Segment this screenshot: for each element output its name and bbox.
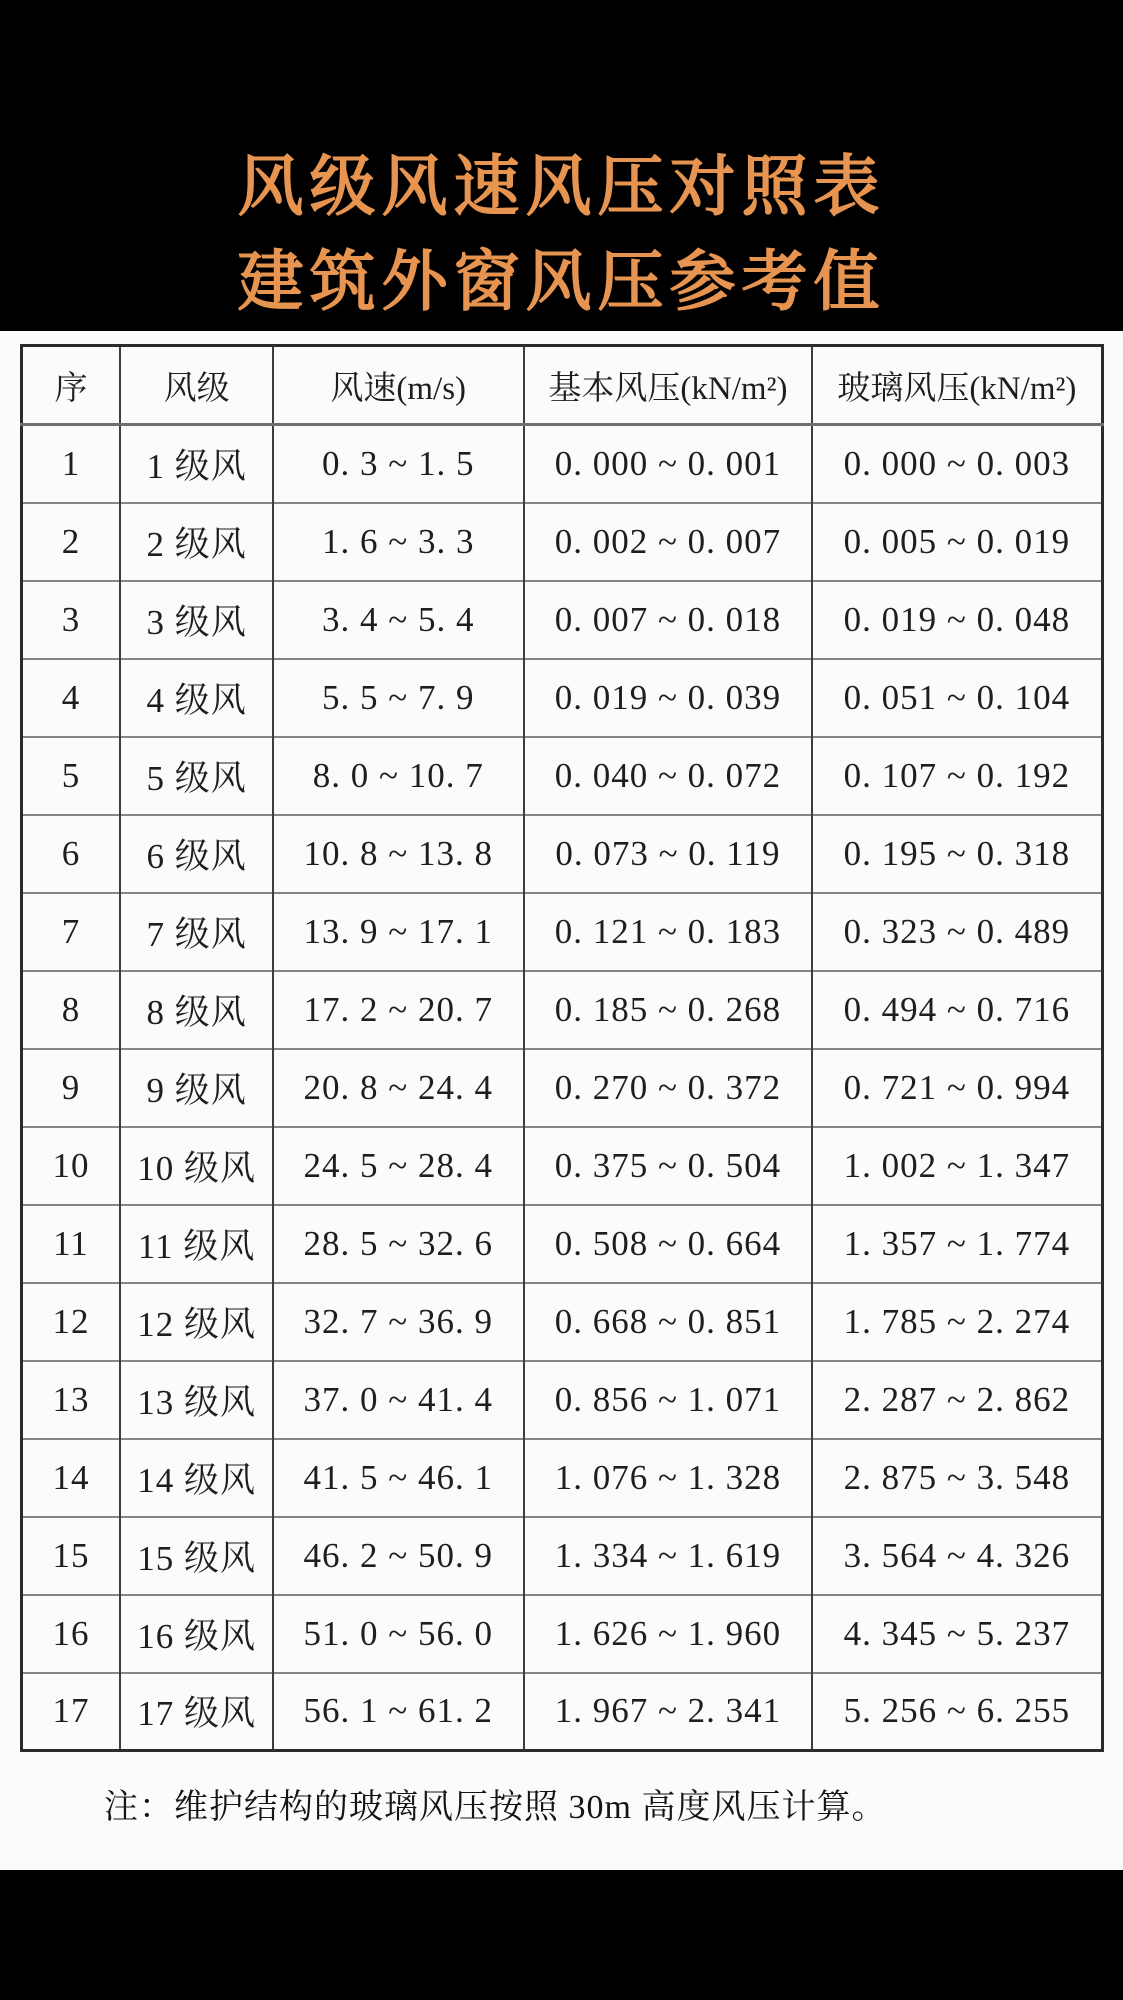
table-cell: 0. 051 ~ 0. 104 bbox=[812, 659, 1102, 737]
col-header-wind-scale: 风级 bbox=[120, 346, 272, 425]
col-header-wind-speed: 风速(m/s) bbox=[273, 346, 524, 425]
table-cell: 17. 2 ~ 20. 7 bbox=[273, 971, 524, 1049]
table-cell: 1 bbox=[21, 425, 120, 503]
table-cell: 14 级风 bbox=[120, 1439, 272, 1517]
table-cell: 1. 334 ~ 1. 619 bbox=[524, 1517, 813, 1595]
table-cell: 6 bbox=[21, 815, 120, 893]
table-cell: 1. 357 ~ 1. 774 bbox=[812, 1205, 1102, 1283]
table-row bbox=[21, 1517, 1102, 1595]
table-row bbox=[21, 1205, 1102, 1283]
footnote: 注：维护结构的玻璃风压按照 30m 高度风压计算。 bbox=[104, 1789, 887, 1826]
table-cell: 17 级风 bbox=[120, 1673, 272, 1751]
table-cell: 4 级风 bbox=[120, 659, 272, 737]
table-cell: 0. 375 ~ 0. 504 bbox=[524, 1127, 813, 1205]
table-cell: 13 级风 bbox=[120, 1361, 272, 1439]
table-cell: 1 级风 bbox=[120, 425, 272, 503]
table-cell: 0. 000 ~ 0. 001 bbox=[524, 425, 813, 503]
table-cell: 41. 5 ~ 46. 1 bbox=[273, 1439, 524, 1517]
table-cell: 0. 270 ~ 0. 372 bbox=[524, 1049, 813, 1127]
table-cell: 0. 508 ~ 0. 664 bbox=[524, 1205, 813, 1283]
table-cell: 28. 5 ~ 32. 6 bbox=[273, 1205, 524, 1283]
table-cell: 1. 967 ~ 2. 341 bbox=[524, 1673, 813, 1751]
table-cell: 7 级风 bbox=[120, 893, 272, 971]
table-cell: 0. 005 ~ 0. 019 bbox=[812, 503, 1102, 581]
table-cell: 8 级风 bbox=[120, 971, 272, 1049]
table-cell: 4. 345 ~ 5. 237 bbox=[812, 1595, 1102, 1673]
table-cell: 6 级风 bbox=[120, 815, 272, 893]
table-cell: 32. 7 ~ 36. 9 bbox=[273, 1283, 524, 1361]
table-row bbox=[21, 659, 1102, 737]
table-cell: 0. 019 ~ 0. 048 bbox=[812, 581, 1102, 659]
table-cell: 14 bbox=[21, 1439, 120, 1517]
table-cell: 5 bbox=[21, 737, 120, 815]
table-cell: 0. 3 ~ 1. 5 bbox=[273, 425, 524, 503]
table-cell: 5. 256 ~ 6. 255 bbox=[812, 1673, 1102, 1751]
table-cell: 3. 564 ~ 4. 326 bbox=[812, 1517, 1102, 1595]
table-row bbox=[21, 1595, 1102, 1673]
table-cell: 10 级风 bbox=[120, 1127, 272, 1205]
table-cell: 8 bbox=[21, 971, 120, 1049]
table-row bbox=[21, 503, 1102, 581]
table-cell: 1. 626 ~ 1. 960 bbox=[524, 1595, 813, 1673]
table-cell: 56. 1 ~ 61. 2 bbox=[273, 1673, 524, 1751]
table-cell: 11 bbox=[21, 1205, 120, 1283]
table-cell: 0. 856 ~ 1. 071 bbox=[524, 1361, 813, 1439]
table-cell: 2. 287 ~ 2. 862 bbox=[812, 1361, 1102, 1439]
table-cell: 9 级风 bbox=[120, 1049, 272, 1127]
table-row bbox=[21, 1439, 1102, 1517]
table-cell: 0. 323 ~ 0. 489 bbox=[812, 893, 1102, 971]
table-row bbox=[21, 425, 1102, 503]
table-cell: 11 级风 bbox=[120, 1205, 272, 1283]
wind-pressure-table bbox=[20, 344, 1104, 1752]
table-cell: 51. 0 ~ 56. 0 bbox=[273, 1595, 524, 1673]
table-cell: 15 级风 bbox=[120, 1517, 272, 1595]
table-cell: 0. 121 ~ 0. 183 bbox=[524, 893, 813, 971]
table-cell: 10. 8 ~ 13. 8 bbox=[273, 815, 524, 893]
table-cell: 8. 0 ~ 10. 7 bbox=[273, 737, 524, 815]
table-cell: 2. 875 ~ 3. 548 bbox=[812, 1439, 1102, 1517]
table-cell: 5. 5 ~ 7. 9 bbox=[273, 659, 524, 737]
table-cell: 13. 9 ~ 17. 1 bbox=[273, 893, 524, 971]
table-body bbox=[21, 425, 1102, 1751]
table-cell: 13 bbox=[21, 1361, 120, 1439]
table-cell: 0. 721 ~ 0. 994 bbox=[812, 1049, 1102, 1127]
table-cell: 1. 785 ~ 2. 274 bbox=[812, 1283, 1102, 1361]
table-cell: 0. 019 ~ 0. 039 bbox=[524, 659, 813, 737]
table-cell: 9 bbox=[21, 1049, 120, 1127]
table-cell: 1. 6 ~ 3. 3 bbox=[273, 503, 524, 581]
table-row bbox=[21, 1361, 1102, 1439]
table-row bbox=[21, 737, 1102, 815]
table-cell: 0. 040 ~ 0. 072 bbox=[524, 737, 813, 815]
table-cell: 3 级风 bbox=[120, 581, 272, 659]
table-row bbox=[21, 1127, 1102, 1205]
table-cell: 12 bbox=[21, 1283, 120, 1361]
table-cell: 4 bbox=[21, 659, 120, 737]
table-cell: 2 级风 bbox=[120, 503, 272, 581]
table-row bbox=[21, 971, 1102, 1049]
table-cell: 17 bbox=[21, 1673, 120, 1751]
table-cell: 1. 002 ~ 1. 347 bbox=[812, 1127, 1102, 1205]
table-cell: 7 bbox=[21, 893, 120, 971]
page-title-line1: 风级风速风压对照表 bbox=[237, 149, 886, 223]
table-cell: 3 bbox=[21, 581, 120, 659]
table-cell: 0. 107 ~ 0. 192 bbox=[812, 737, 1102, 815]
table-cell: 0. 007 ~ 0. 018 bbox=[524, 581, 813, 659]
table-cell: 0. 195 ~ 0. 318 bbox=[812, 815, 1102, 893]
col-header-index: 序 bbox=[54, 370, 88, 407]
table-row bbox=[21, 893, 1102, 971]
table-cell: 10 bbox=[21, 1127, 120, 1205]
table-cell: 0. 185 ~ 0. 268 bbox=[524, 971, 813, 1049]
table-sheet bbox=[0, 331, 1123, 1870]
table-cell: 1. 076 ~ 1. 328 bbox=[524, 1439, 813, 1517]
table-cell: 46. 2 ~ 50. 9 bbox=[273, 1517, 524, 1595]
table-cell: 12 级风 bbox=[120, 1283, 272, 1361]
table-cell: 0. 002 ~ 0. 007 bbox=[524, 503, 813, 581]
table-cell: 0. 668 ~ 0. 851 bbox=[524, 1283, 813, 1361]
table-row bbox=[21, 581, 1102, 659]
table-header-row bbox=[21, 346, 1102, 425]
table-cell: 37. 0 ~ 41. 4 bbox=[273, 1361, 524, 1439]
table-row bbox=[21, 1049, 1102, 1127]
table-cell: 16 bbox=[21, 1595, 120, 1673]
table-cell: 0. 073 ~ 0. 119 bbox=[524, 815, 813, 893]
col-header-glass-pressure: 玻璃风压(kN/m²) bbox=[812, 346, 1102, 425]
table-row bbox=[21, 815, 1102, 893]
table-cell: 5 级风 bbox=[120, 737, 272, 815]
table-row bbox=[21, 1673, 1102, 1751]
table-cell: 20. 8 ~ 24. 4 bbox=[273, 1049, 524, 1127]
col-header-basic-pressure: 基本风压(kN/m²) bbox=[524, 346, 813, 425]
table-cell: 16 级风 bbox=[120, 1595, 272, 1673]
table-cell: 15 bbox=[21, 1517, 120, 1595]
page-title-line2: 建筑外窗风压参考值 bbox=[237, 244, 886, 318]
table-cell: 0. 494 ~ 0. 716 bbox=[812, 971, 1102, 1049]
table-cell: 2 bbox=[21, 503, 120, 581]
table-row bbox=[21, 1283, 1102, 1361]
table-cell: 0. 000 ~ 0. 003 bbox=[812, 425, 1102, 503]
table-cell: 24. 5 ~ 28. 4 bbox=[273, 1127, 524, 1205]
title-banner bbox=[0, 0, 1123, 331]
table-cell: 3. 4 ~ 5. 4 bbox=[273, 581, 524, 659]
